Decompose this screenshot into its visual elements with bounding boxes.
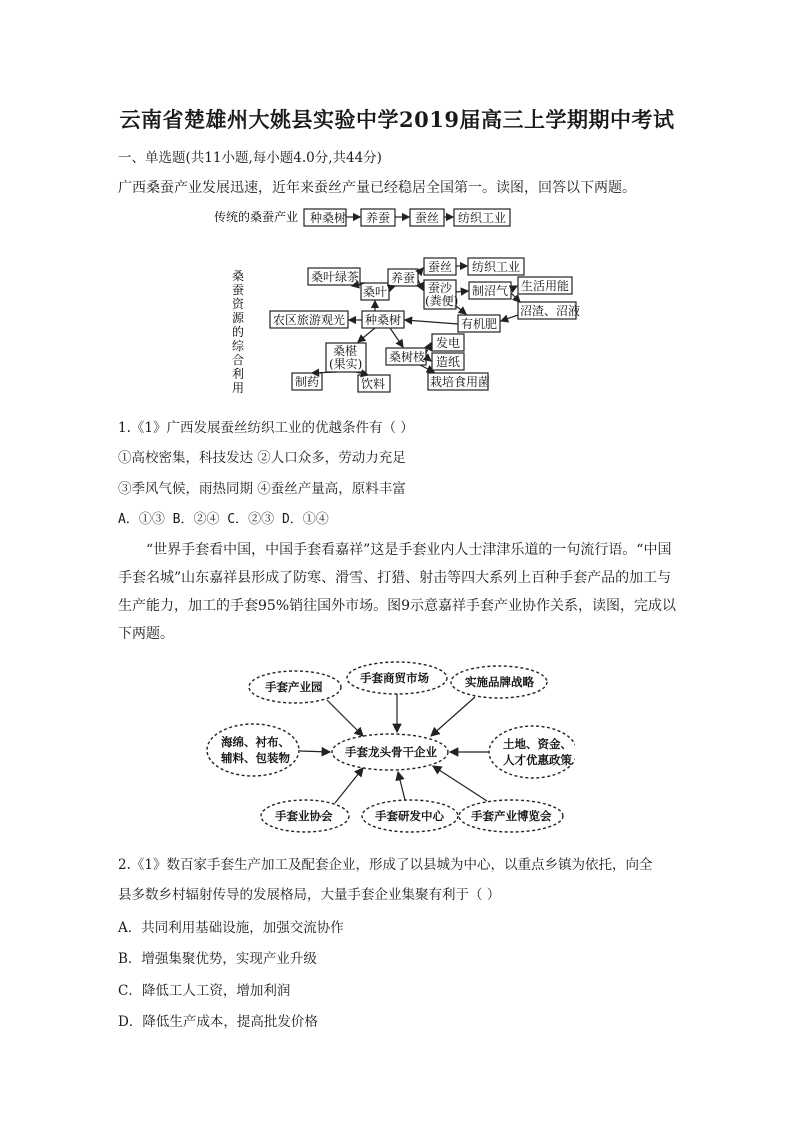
silkworm-industry-diagram <box>200 200 580 396</box>
node-mulberry-tea: 桑叶绿茶 <box>311 270 360 284</box>
q1-choices: A．①③ B．②④ C．②③ D．①④ <box>118 512 329 527</box>
node-papermaking: 造纸 <box>436 355 461 369</box>
q2-option-c: C．降低工人工资，增加利润 <box>118 983 291 999</box>
intro-paragraph-1: 广西桑蚕产业发展迅速，近年来蚕丝产量已经稳居全国第一。读图，回答以下两题。 <box>118 180 636 196</box>
node-mulberry-fruit-2: (果实) <box>329 357 363 371</box>
chain-node-raise: 养蚕 <box>366 211 391 225</box>
document-title: 云南省楚雄州大姚县实验中学2019届高三上学期期中考试 <box>119 107 675 132</box>
node-residue: 沼渣、沼液 <box>520 304 580 318</box>
chain-node-textile: 纺织工业 <box>458 211 507 225</box>
node-mulberry-fruit-1: 桑椹 <box>333 344 358 358</box>
node-textile: 纺织工业 <box>472 260 521 274</box>
svg-text:桑: 桑 <box>232 269 245 283</box>
q2-stem-line2: 县多数乡村辐射传导的发展格局，大量手套企业集聚有利于（ ） <box>118 887 501 903</box>
q1-options-line2: ③季风气候，雨热同期 ④蚕丝产量高，原料丰富 <box>118 481 406 497</box>
node-mushroom: 栽培食用菌 <box>430 375 491 389</box>
svg-text:的: 的 <box>232 325 245 339</box>
center-node: 手套龙头骨干企业 <box>345 745 437 759</box>
q2-option-b: B．增强集聚优势，实现产业升级 <box>118 951 317 967</box>
node-living-energy: 生活用能 <box>521 279 570 293</box>
svg-text:资: 资 <box>232 297 245 311</box>
node-agritourism: 农区旅游观光 <box>273 313 346 327</box>
chain-node-silk: 蚕丝 <box>415 211 440 225</box>
node-organic-fertilizer: 有机肥 <box>461 317 498 331</box>
node-brand-strategy: 实施品牌战略 <box>465 675 534 689</box>
svg-text:用: 用 <box>232 381 245 395</box>
node-policy-1: 土地、资金、 <box>503 737 572 751</box>
node-policy-2: 人才优惠政策 <box>503 753 572 767</box>
node-industrial-park: 手套产业园 <box>265 680 323 694</box>
node-silkworm-feces-1: 蚕沙 <box>428 281 453 295</box>
q1-options-line1: ①高校密集，科技发达 ②人口众多，劳动力充足 <box>118 450 406 466</box>
side-label <box>232 269 245 395</box>
node-pharma: 制药 <box>295 375 320 389</box>
node-trade-market: 手套商贸市场 <box>360 671 429 685</box>
svg-text:综: 综 <box>232 339 245 353</box>
node-mulberry-branch: 桑树枝 <box>389 350 426 364</box>
node-mulberry-leaf: 桑叶 <box>363 285 388 299</box>
svg-text:源: 源 <box>232 311 245 325</box>
node-association: 手套业协会 <box>275 809 333 823</box>
q2-stem-line1: 2.《1》数百家手套生产加工及配套企业，形成了以县城为中心，以重点乡镇为依托，向全 <box>118 857 653 873</box>
node-beverage: 饮料 <box>361 377 386 391</box>
svg-text:蚕: 蚕 <box>232 283 245 297</box>
node-biogas: 制沼气 <box>472 284 509 298</box>
node-expo: 手套产业博览会 <box>471 809 552 823</box>
node-silkworm-feces-2: (粪便) <box>425 294 459 308</box>
node-raise-silkworm: 养蚕 <box>391 271 416 285</box>
node-materials-1: 海绵、衬布、 <box>221 735 290 749</box>
chain-node-plant: 种桑树 <box>310 211 347 225</box>
section-header: 一、单选题(共11小题,每小题4.0分,共44分) <box>118 150 382 166</box>
traditional-label: 传统的桑蚕产业 <box>214 210 299 224</box>
svg-text:利: 利 <box>232 367 245 381</box>
node-power: 发电 <box>436 336 461 350</box>
node-materials-2: 辅料、包装物 <box>221 751 290 765</box>
node-plant-mulberry: 种桑树 <box>365 313 402 327</box>
q2-option-d: D．降低生产成本，提高批发价格 <box>118 1014 318 1030</box>
q2-option-a: A．共同利用基础设施，加强交流协作 <box>118 920 344 936</box>
node-silk: 蚕丝 <box>428 260 453 274</box>
intro-paragraph-2: “世界手套看中国，中国手套看嘉祥”这是手套业内人士津津乐道的一句流行语。“中国手套名城”山东嘉祥县形成了防寒、滑雪、打猎、射击等四大系列上百种手套产品的加工与生产能力，加工的手套95%销往国外市场。图9示意嘉祥手套产业协作关系，读图，完成以下两题。 <box>118 542 677 642</box>
glove-industry-diagram <box>205 660 575 836</box>
svg-text:合: 合 <box>232 353 245 367</box>
q1-stem: 1.《1》广西发展蚕丝纺织工业的优越条件有（ ） <box>118 420 414 436</box>
node-rd-center: 手套研发中心 <box>375 809 444 823</box>
